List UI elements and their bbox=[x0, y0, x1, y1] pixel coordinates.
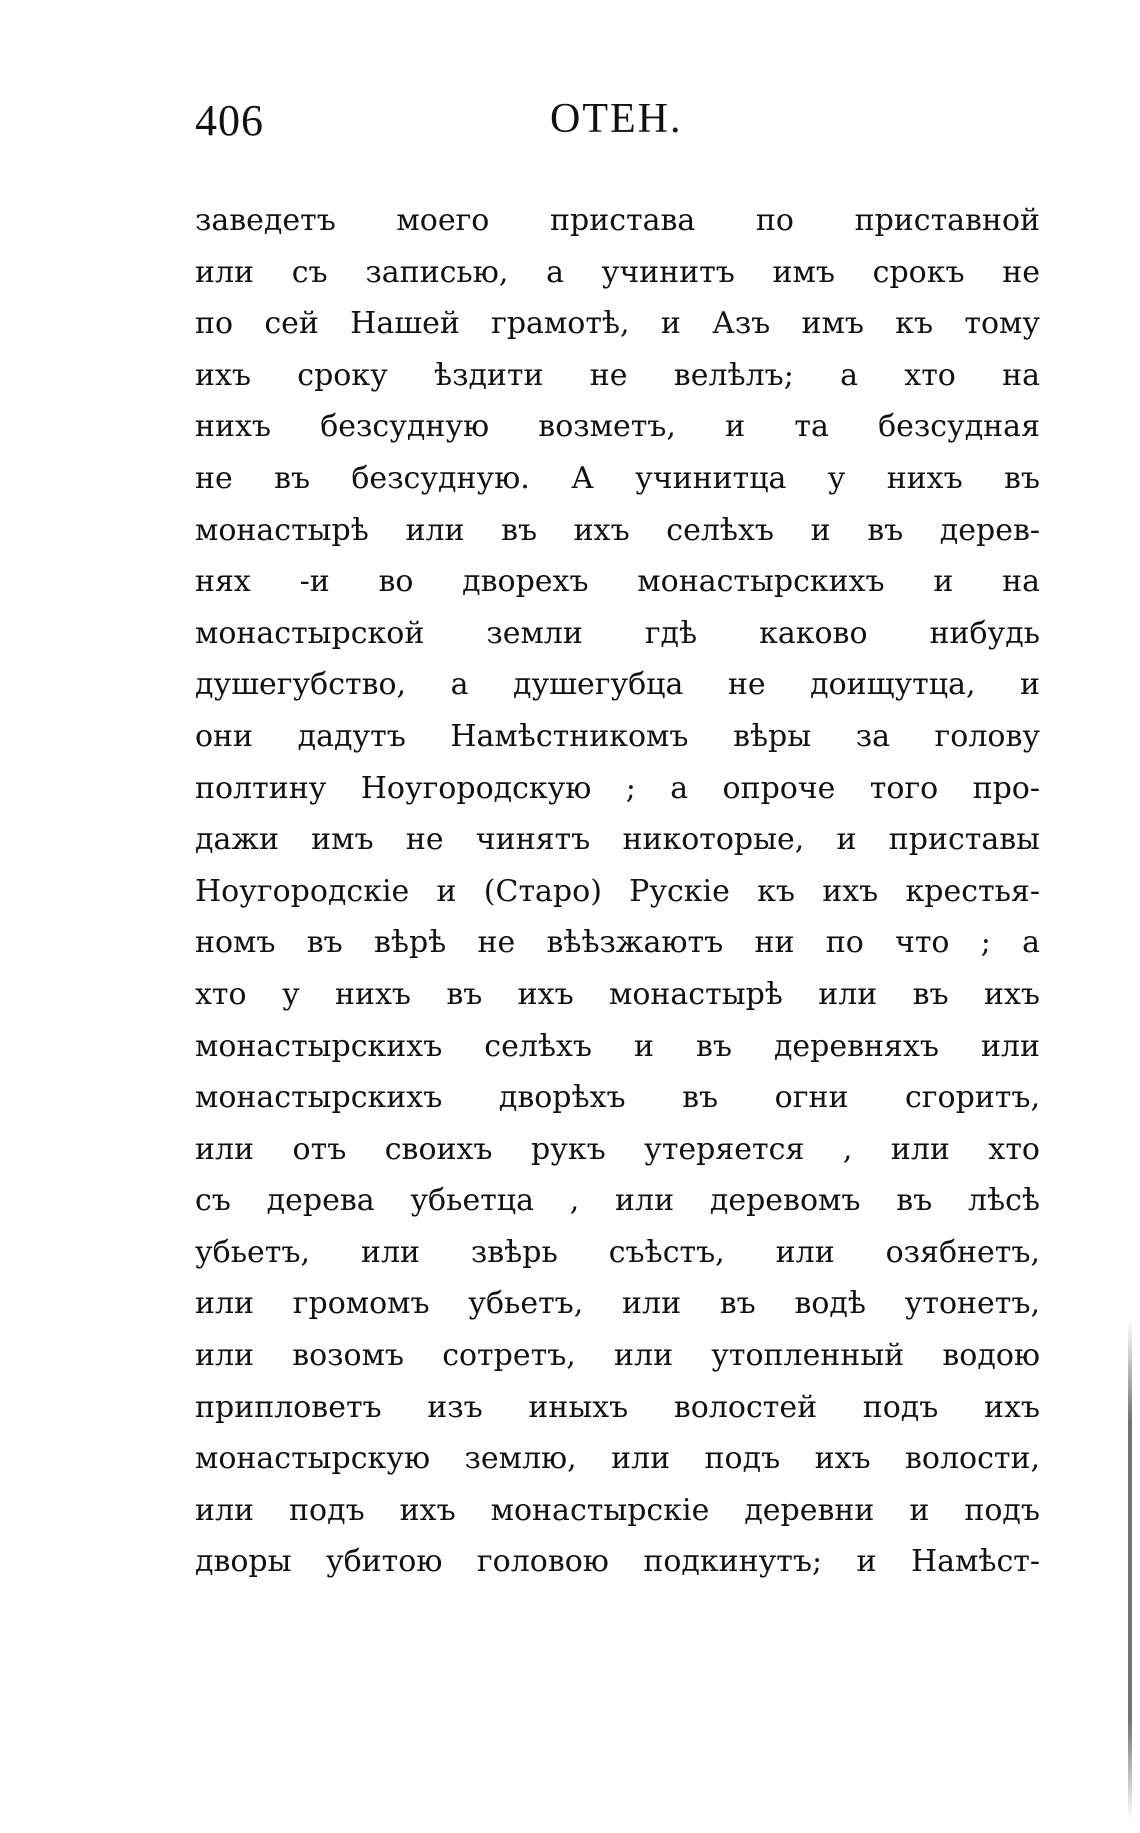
text-line: монастырскую землю, или подъ ихъ волости, bbox=[195, 1441, 1040, 1477]
text-line: нихъ безсудную возметъ, и та безсудная bbox=[195, 409, 1040, 445]
page-edge-shadow bbox=[1128, 1320, 1132, 1820]
text-line: дажи имъ не чинятъ никоторые, и приставы bbox=[195, 822, 1040, 858]
text-line: или съ записью, а учинитъ имъ срокъ не bbox=[195, 254, 1040, 290]
text-line: не въ безсудную. А учинитца у нихъ въ bbox=[195, 460, 1040, 496]
body-text bbox=[195, 195, 1040, 1588]
text-line: или возомъ сотретъ, или утопленный водою bbox=[195, 1338, 1040, 1374]
page-number: 406 bbox=[195, 96, 264, 145]
text-line: или подъ ихъ монастырскіе деревни и подъ bbox=[195, 1492, 1040, 1528]
text-line: нях -и во дворехъ монастырскихъ и на bbox=[195, 564, 1040, 600]
text-line: по сей Нашей грамотѣ, и Азъ имъ къ тому bbox=[195, 306, 1040, 342]
text-line: заведетъ моего пристава по приставной bbox=[195, 203, 1040, 238]
text-line: Ноугородскіе и (Старо) Рускіе къ ихъ крестья- bbox=[195, 873, 1040, 909]
text-line: номъ въ вѣрѣ не вѣѣзжаютъ ни по что ; а bbox=[195, 925, 1040, 961]
text-line: монастырской земли гдѣ каково нибудь bbox=[195, 615, 1040, 651]
text-line: или громомъ убьетъ, или въ водѣ утонетъ, bbox=[195, 1286, 1040, 1322]
running-head: ОТЕН. bbox=[550, 96, 683, 142]
text-line: душегубство, а душегубца не доищутца, и bbox=[195, 667, 1040, 703]
text-line: хто у нихъ въ ихъ монастырѣ или въ ихъ bbox=[195, 976, 1040, 1012]
text-line: полтину Ноугородскую ; а опроче того про- bbox=[195, 770, 1040, 806]
text-line: монастырскихъ селѣхъ и въ деревняхъ или bbox=[195, 1028, 1040, 1064]
text-line: съ дерева убьетца , или деревомъ въ лѣсѣ bbox=[195, 1183, 1040, 1219]
text-line: или отъ своихъ рукъ утеряется , или хто bbox=[195, 1131, 1040, 1167]
text-line: монастырскихъ дворѣхъ въ огни сгоритъ, bbox=[195, 1080, 1040, 1116]
text-line: монастырѣ или въ ихъ селѣхъ и въ дерев- bbox=[195, 512, 1040, 548]
page-header bbox=[195, 95, 1045, 155]
text-line: ихъ сроку ѣздити не велѣлъ; а хто на bbox=[195, 357, 1040, 393]
text-line: они дадутъ Намѣстникомъ вѣры за голову bbox=[195, 718, 1040, 754]
text-line: припловетъ изъ иныхъ волостей подъ ихъ bbox=[195, 1389, 1040, 1425]
text-line: дворы убитою головою подкинутъ; и Намѣст- bbox=[195, 1544, 1040, 1580]
text-line: убьетъ, или звѣрь съѣстъ, или озябнетъ, bbox=[195, 1234, 1040, 1270]
